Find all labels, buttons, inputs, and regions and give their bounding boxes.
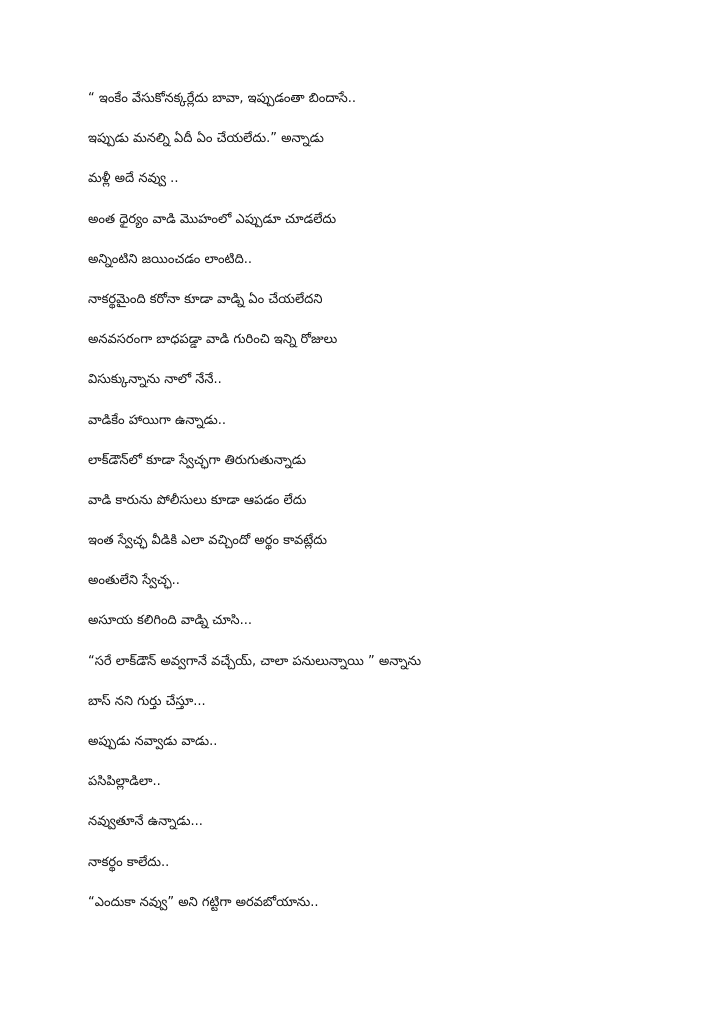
text-line: నాకర్థమైంది కరోనా కూడా వాడ్ని ఏం చేయలేదని (88, 291, 323, 307)
text-line: ఇంత స్వేచ్ఛ వీడికి ఎలా వచ్చిందో అర్థం కావట్లేదు (88, 533, 327, 549)
text-line: అన్నింటిని జయించడం లాంటిది.. (88, 251, 253, 267)
text-line: “ఎందుకా నవ్వు” అని గట్టిగా అరవబోయాను.. (88, 894, 319, 910)
text-line: నాకర్థం కాలేదు.. (88, 854, 170, 870)
text-line: మళ్లీ అదే నవ్వు .. (88, 171, 179, 187)
text-line: నవ్వుతూనే ఉన్నాడు... (88, 814, 203, 830)
text-line: అంతులేని స్వేచ్ఛ.. (88, 573, 180, 589)
text-line: అప్పుడు నవ్వాడు వాడు.. (88, 734, 218, 749)
text-line: ఇప్పుడు మనల్ని ఏదీ ఏం చేయలేదు.” అన్నాడు (88, 131, 324, 147)
text-line: లాక్‌డౌన్‌లో కూడా స్వేచ్ఛగా తిరుగుతున్నాడు (88, 452, 307, 468)
text-line: వాడి కారును పోలీసులు కూడా ఆపడం లేదు (88, 492, 307, 508)
text-line: అంత ధైర్యం వాడి మొహంలో ఎప్పుడూ చూడలేదు (88, 211, 337, 227)
document-text (88, 84, 688, 928)
text-line: వాడికేం హాయిగా ఉన్నాడు.. (88, 412, 227, 428)
text-line: “సరే లాక్‌డౌన్ అవ్వగానే వచ్చేయ్, చాలా పనులున్నాయి ” అన్నాను (88, 653, 422, 669)
text-line: అనవసరంగా బాధపడ్డా వాడి గురించి ఇన్ని రోజులు (88, 332, 338, 348)
text-line: పసిపిల్లాడిలా.. (88, 774, 161, 790)
text-line: బాస్ నని గుర్తు చేస్తూ... (88, 693, 206, 709)
text-line: “ ఇంకేం వేసుకోనక్కర్లేదు బావా, ఇప్పుడంతా బిందాసే.. (88, 91, 356, 106)
text-line: విసుక్కున్నాను నాలో నేనే.. (88, 372, 222, 388)
text-line: అసూయ కలిగింది వాడ్ని చూసి... (88, 613, 252, 629)
